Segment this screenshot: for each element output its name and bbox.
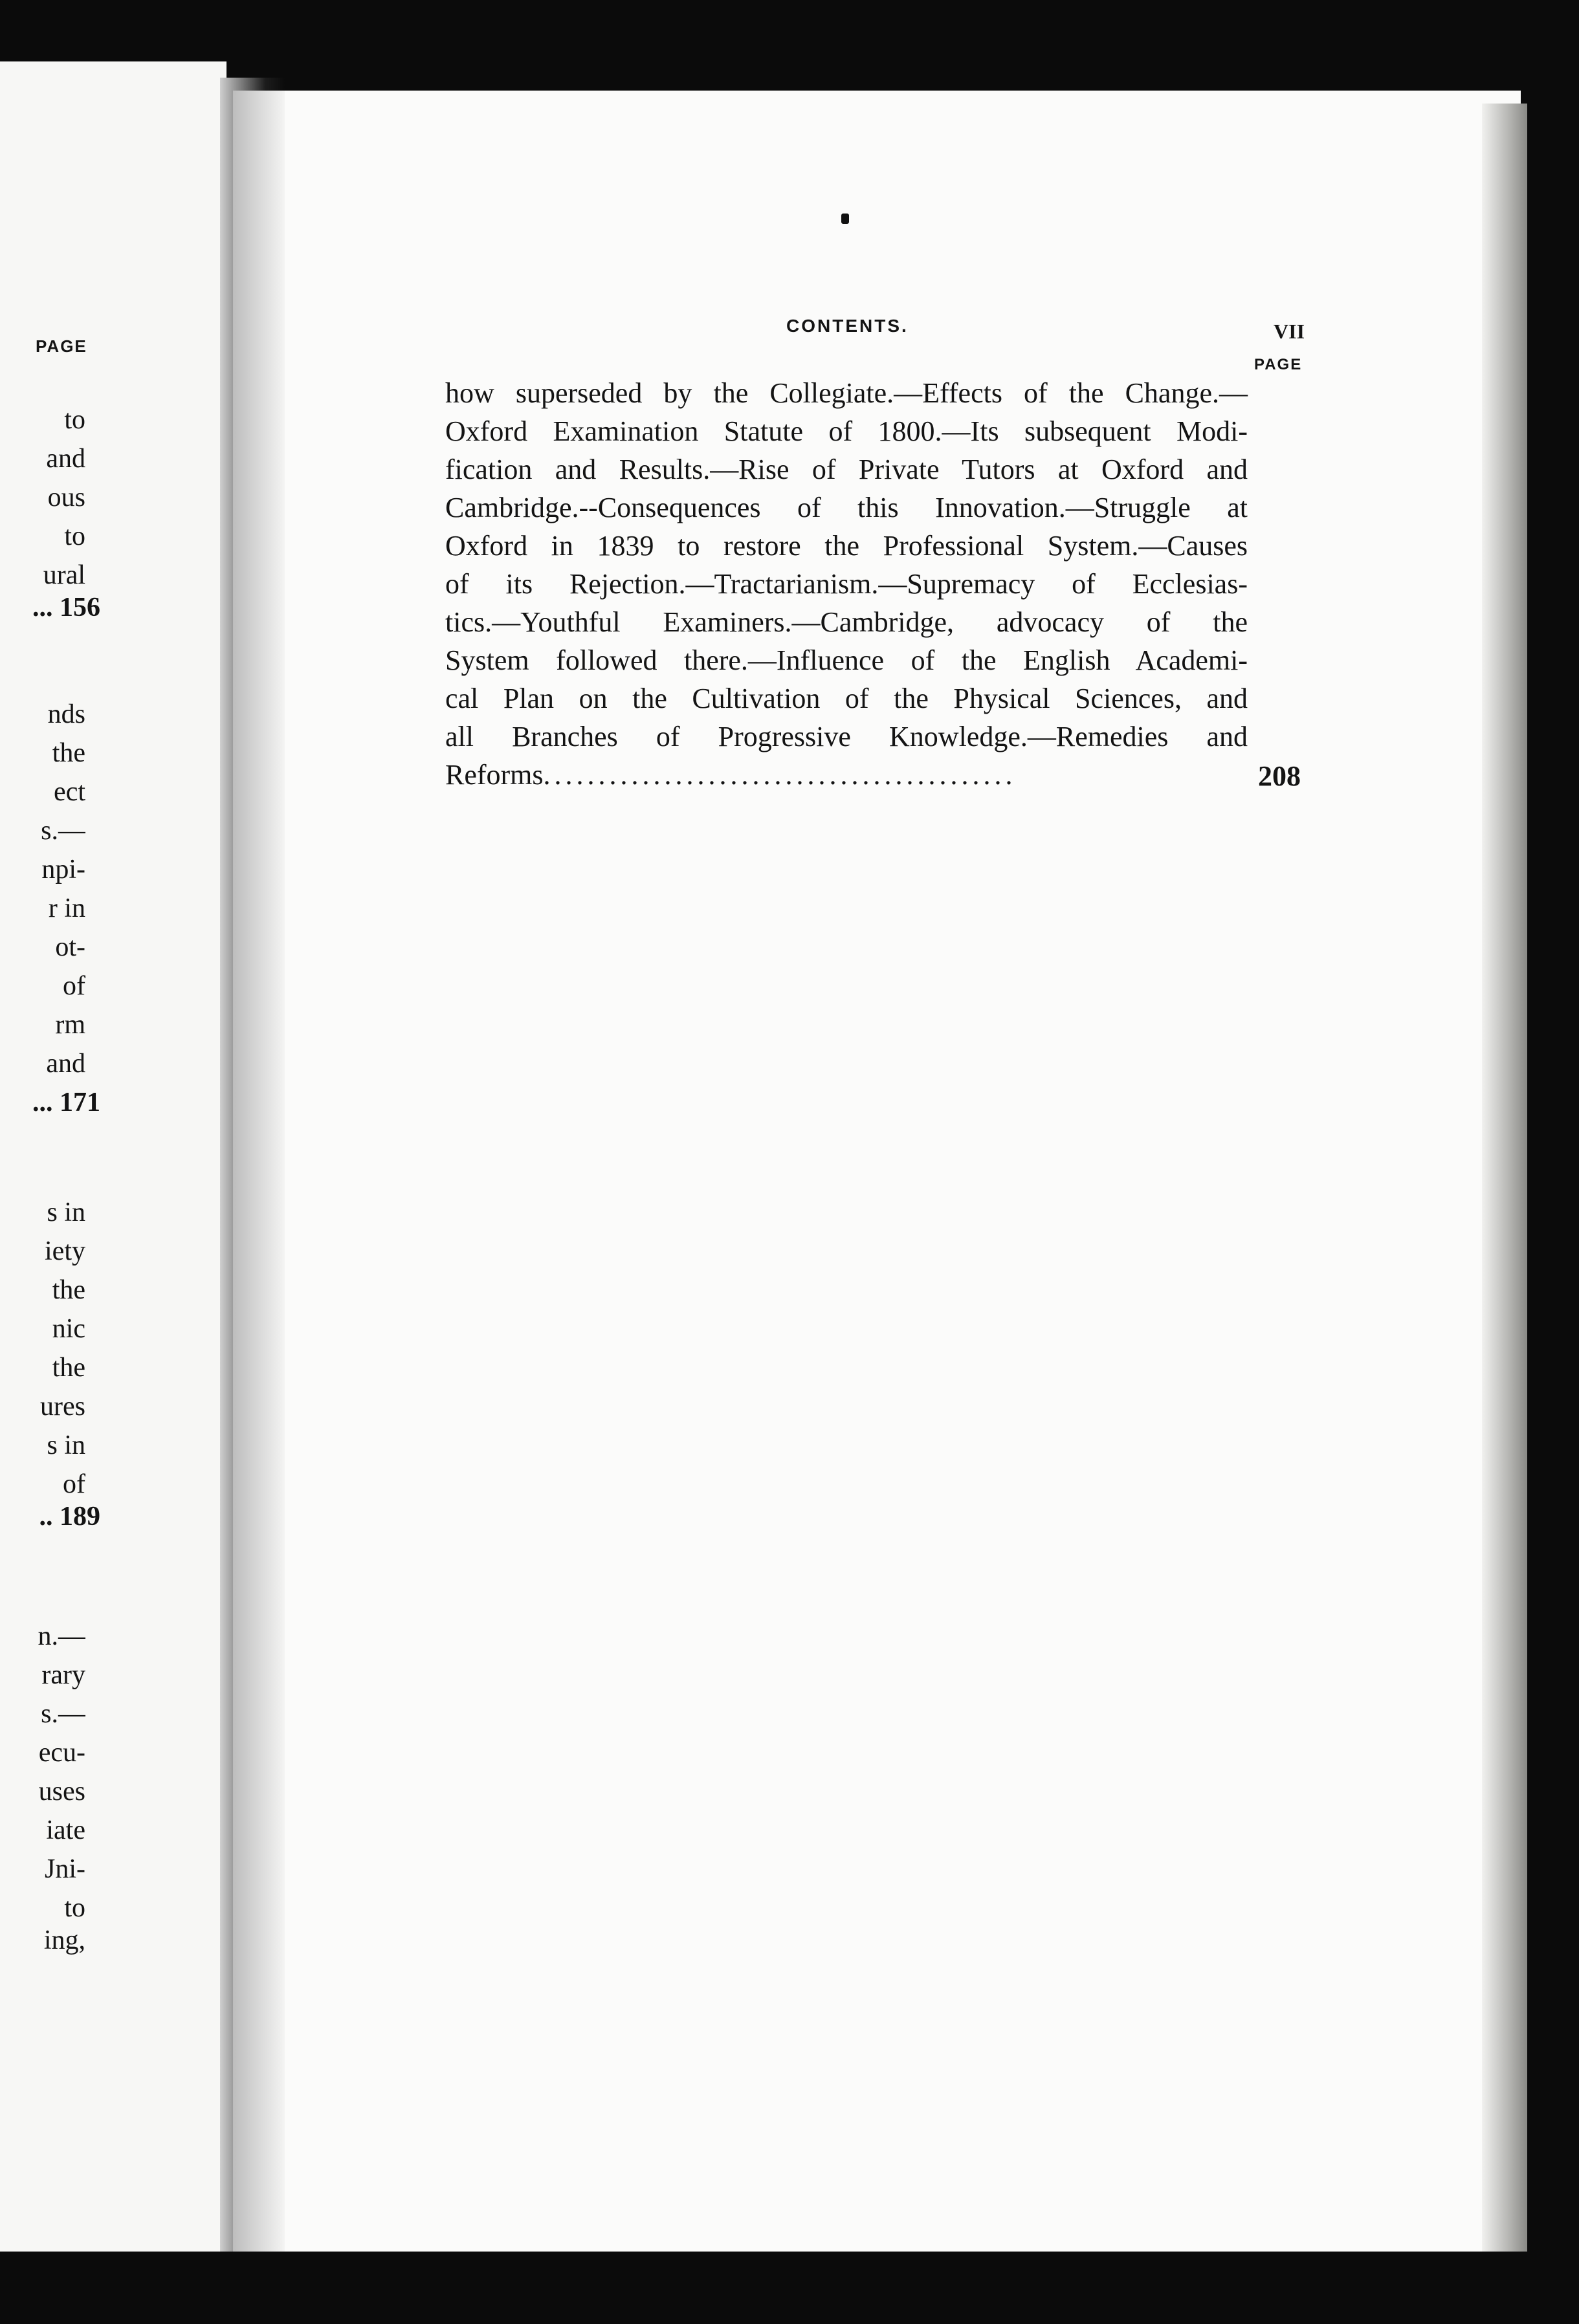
- left-text-fragment: iety: [45, 1236, 85, 1266]
- left-text-fragment: n.—: [38, 1621, 85, 1651]
- left-text-fragment: ect: [54, 777, 85, 807]
- left-text-fragment: to: [64, 1893, 85, 1923]
- left-text-fragment: ecu-: [38, 1738, 85, 1768]
- left-text-fragment: ot-: [55, 932, 85, 962]
- left-text-fragment: nds: [47, 699, 85, 729]
- entry-line: Oxford Examination Statute of 1800.—Its subsequent Modi-: [445, 415, 1248, 447]
- left-page-number: ... 171: [32, 1088, 100, 1117]
- entry-last-text: Reforms: [445, 759, 544, 791]
- entry-last-line: [445, 756, 1248, 794]
- left-text-fragment: of: [63, 1469, 85, 1499]
- entry-page-number: 208: [1258, 760, 1301, 792]
- left-text-fragment: ural: [43, 560, 85, 590]
- left-text-fragment: the: [52, 738, 85, 768]
- left-page-number: .. 189: [39, 1502, 100, 1531]
- entry-line: tics.—Youthful Examiners.—Cambridge, advocacy of the: [445, 606, 1248, 638]
- left-text-fragment: npi-: [41, 855, 85, 884]
- entry-line: Oxford in 1839 to restore the Professional System.—Causes: [445, 530, 1248, 562]
- left-text-fragment: ous: [47, 483, 85, 512]
- contents-entry: [445, 374, 1248, 794]
- entry-line: of its Rejection.—Tractarianism.—Supremacy of Ecclesias-: [445, 568, 1248, 600]
- left-text-fragment: iate: [46, 1815, 85, 1845]
- left-text-fragment: s in: [47, 1198, 85, 1227]
- left-text-fragment: of: [63, 971, 85, 1001]
- dot-leader: ...........................................: [543, 759, 1017, 791]
- left-text-fragment: s.—: [41, 816, 85, 846]
- right-page-edge: [1482, 104, 1527, 2252]
- page-column-label: PAGE: [1254, 356, 1303, 373]
- left-text-fragment: to: [64, 521, 85, 551]
- left-text-fragment: rary: [41, 1660, 85, 1690]
- print-mark: [841, 214, 849, 224]
- left-text-fragment: ures: [40, 1392, 85, 1421]
- left-text-fragment: nic: [52, 1314, 85, 1344]
- left-text-fragment: uses: [38, 1777, 85, 1806]
- left-text-fragment: s in: [47, 1431, 85, 1460]
- left-text-fragment: rm: [55, 1010, 85, 1040]
- left-page-number: ... 156: [32, 593, 100, 622]
- left-text-fragment: ing,: [43, 1925, 85, 1955]
- left-page-header: PAGE: [36, 336, 87, 356]
- entry-line: fication and Results.—Rise of Private Tutors at Oxford and: [445, 454, 1248, 485]
- entry-line: all Branches of Progressive Knowledge.—Remedies and: [445, 721, 1248, 752]
- left-text-fragment: the: [52, 1353, 85, 1383]
- running-head: CONTENTS.: [786, 316, 909, 336]
- left-text-fragment: and: [46, 444, 85, 474]
- left-text-fragment: the: [52, 1275, 85, 1305]
- page-number: VII: [1274, 320, 1305, 343]
- left-text-fragment: r in: [48, 893, 85, 923]
- entry-line: cal Plan on the Cultivation of the Physical Sciences, and: [445, 683, 1248, 714]
- left-text-fragment: and: [46, 1049, 85, 1079]
- left-text-fragment: to: [64, 405, 85, 435]
- entry-line: System followed there.—Influence of the English Academi-: [445, 644, 1248, 676]
- left-text-fragment: Jni-: [45, 1854, 85, 1884]
- left-text-fragment: s.—: [41, 1699, 85, 1729]
- entry-line: how superseded by the Collegiate.—Effects of the Change.—: [445, 377, 1248, 409]
- entry-line: Cambridge.--Consequences of this Innovation.—Struggle at: [445, 492, 1248, 523]
- right-page-shadow: [233, 91, 285, 2252]
